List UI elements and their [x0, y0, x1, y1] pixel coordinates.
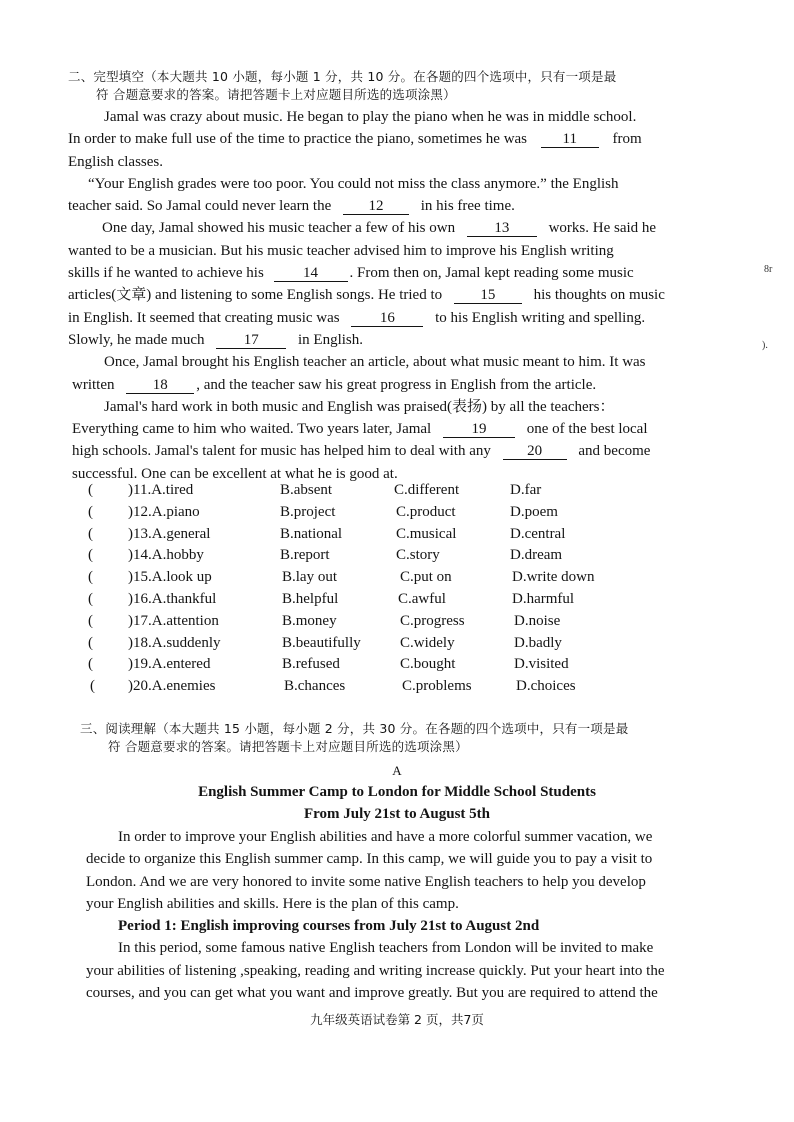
blank-14: 14 [274, 265, 348, 282]
text: in his free time. [420, 198, 515, 215]
passage-line [68, 374, 710, 396]
section2-heading [68, 68, 616, 104]
option-a: )16.A.thankful [128, 590, 217, 607]
answer-paren[interactable]: ( [88, 525, 93, 542]
blank-17: 17 [216, 332, 286, 349]
answer-paren[interactable]: ( [88, 590, 93, 607]
text: in English. It seemed that creating music was [68, 309, 340, 326]
option-c: C.different [394, 482, 460, 498]
passage-line: English classes. [68, 153, 163, 170]
answer-paren[interactable]: ( [88, 482, 93, 498]
option-c: C.product [396, 503, 456, 520]
blank-13: 13 [467, 220, 537, 237]
text: works. He said he [548, 220, 657, 237]
passage-line [68, 128, 710, 150]
passage-line: your English abilities and skills. Here is the plan of this camp. [86, 895, 459, 912]
text: to his English writing and spelling. [435, 309, 646, 326]
passage-line [68, 418, 710, 440]
answer-paren[interactable]: ( [88, 634, 93, 651]
answer-paren[interactable]: ( [90, 678, 95, 695]
passage-title: English Summer Camp to London for Middle School Students [198, 784, 596, 800]
passage-subtitle: From July 21st to August 5th [304, 806, 490, 822]
option-c: C.progress [400, 612, 465, 629]
answer-paren[interactable]: ( [88, 547, 93, 564]
option-d: D.noise [514, 612, 561, 629]
option-b: B.lay out [282, 569, 337, 586]
passage-line [68, 284, 710, 306]
option-a: )17.A.attention [128, 612, 219, 629]
passage-line: Jamal's hard work in both music and English was praised(表扬) by all the teachers： [104, 398, 615, 415]
passage-line: successful. One can be excellent at what he is good at. [72, 465, 398, 482]
option-c: C.awful [398, 590, 446, 607]
option-c: C.musical [396, 525, 457, 542]
option-b: B.project [280, 503, 336, 520]
text: from [612, 131, 642, 148]
passage-line [68, 217, 710, 239]
option-d: D.choices [516, 678, 576, 695]
section3-heading-line2: 符 合题意要求的答案。请把答题卡上对应题目所选的选项涂黑） [108, 739, 468, 754]
passage-line [68, 307, 710, 329]
passage-line [68, 195, 710, 217]
option-b: B.chances [284, 678, 346, 695]
section3-heading-line1: 三、阅读理解（本大题共 15 小题，每小题 2 分，共 30 分。在各题的四个选项中，只有一项是最 [80, 721, 629, 736]
text: written [72, 376, 115, 393]
option-b: B.money [282, 612, 337, 629]
option-d: D.central [510, 525, 566, 542]
option-a: )19.A.entered [128, 656, 211, 673]
passage-line [68, 262, 710, 284]
option-b: B.national [280, 525, 343, 542]
page-footer: 九年级英语试卷第 2 页，共7页 [310, 1012, 484, 1027]
passage-line: decide to organize this English summer camp. In this camp, we will guide you to pay a visit to [86, 851, 653, 868]
option-a: )11.A.tired [128, 482, 194, 498]
reading-passage [86, 826, 726, 1004]
passage-line: courses, and you can get what you want and improve greatly. But you are required to attend the [86, 985, 658, 1002]
text: in English. [298, 331, 364, 348]
text: In order to make full use of the time to practice the piano, sometimes he was [68, 131, 528, 148]
margin-mark: ). [762, 340, 768, 351]
section3-heading [80, 720, 628, 756]
option-d: D.visited [514, 656, 569, 673]
option-b: B.helpful [282, 590, 339, 607]
passage-line [68, 329, 710, 351]
section2-heading-line2: 符 合题意要求的答案。请把答题卡上对应题目所选的选项涂黑） [96, 87, 456, 102]
passage-line: In this period, some famous native English teachers from London will be invited to make [118, 940, 654, 957]
cloze-passage [68, 106, 710, 485]
text: and become [578, 443, 651, 460]
answer-paren[interactable]: ( [88, 503, 93, 520]
option-a: )15.A.look up [128, 569, 212, 586]
answer-paren[interactable]: ( [88, 569, 93, 586]
text: . From then on, Jamal kept reading some music [349, 265, 634, 282]
option-b: B.beautifully [282, 634, 361, 651]
option-b: B.refused [282, 656, 340, 673]
option-d: D.poem [510, 503, 558, 520]
period1-heading: Period 1: English improving courses from July 21st to August 2nd [118, 918, 540, 935]
blank-16: 16 [351, 310, 423, 327]
answer-paren[interactable]: ( [88, 656, 93, 673]
text: teacher said. So Jamal could never learn the [68, 198, 332, 215]
text: skills if he wanted to achieve his [68, 265, 264, 282]
option-c: C.story [396, 547, 440, 564]
option-a: )12.A.piano [128, 503, 200, 520]
option-b: B.absent [280, 482, 333, 498]
passage-line: Jamal was crazy about music. He began to play the piano when he was in middle school. [104, 109, 637, 125]
option-a: )18.A.suddenly [128, 634, 221, 651]
option-c: C.widely [400, 634, 455, 651]
text: high schools. Jamal's talent for music has helped him to deal with any [72, 443, 491, 460]
text: articles(文章) and listening to some English songs. He tried to [68, 287, 443, 304]
option-d: D.far [510, 482, 542, 498]
option-d: D.badly [514, 634, 562, 651]
passage-line: your abilities of listening ,speaking, reading and writing increase quickly. Put your heart into the [86, 962, 665, 979]
text: his thoughts on music [533, 287, 665, 304]
blank-18: 18 [126, 377, 194, 394]
option-a: )13.A.general [128, 525, 211, 542]
blank-20: 20 [503, 443, 567, 460]
passage-line: wanted to be a musician. But his music teacher advised him to improve his English writing [68, 242, 614, 259]
passage-line: Once, Jamal brought his English teacher an article, about what music meant to him. It was [104, 354, 646, 371]
blank-11: 11 [541, 131, 599, 148]
blank-12: 12 [343, 198, 409, 215]
text: Slowly, he made much [68, 331, 205, 348]
option-b: B.report [280, 547, 330, 564]
section2-heading-line1: 二、完型填空（本大题共 10 小题，每小题 1 分，共 10 分。在各题的四个选项中，只有一项是最 [68, 69, 617, 84]
text: one of the best local [526, 421, 648, 438]
text: , and the teacher saw his great progress in English from the article. [196, 376, 597, 393]
option-a: )20.A.enemies [128, 678, 216, 695]
passage-line: London. And we are very honored to invite some native English teachers to help you develop [86, 873, 646, 890]
blank-15: 15 [454, 287, 522, 304]
blank-19: 19 [443, 421, 515, 438]
option-d: D.harmful [512, 590, 575, 607]
passage-line: “Your English grades were too poor. You could not miss the class anymore.” the English [88, 175, 619, 192]
option-d: D.dream [510, 547, 563, 564]
option-a: )14.A.hobby [128, 547, 204, 564]
text: One day, Jamal showed his music teacher a few of his own [102, 220, 456, 237]
option-c: C.bought [400, 656, 456, 673]
text: Everything came to him who waited. Two years later, Jamal [72, 421, 432, 438]
passage-letter: A [392, 763, 402, 778]
option-c: C.problems [402, 678, 472, 695]
option-d: D.write down [512, 569, 595, 586]
margin-mark: 8r [764, 264, 773, 275]
passage-line [68, 440, 710, 462]
answer-paren[interactable]: ( [88, 612, 93, 629]
passage-line: In order to improve your English abilities and have a more colorful summer vacation, we [118, 829, 653, 845]
option-c: C.put on [400, 569, 452, 586]
